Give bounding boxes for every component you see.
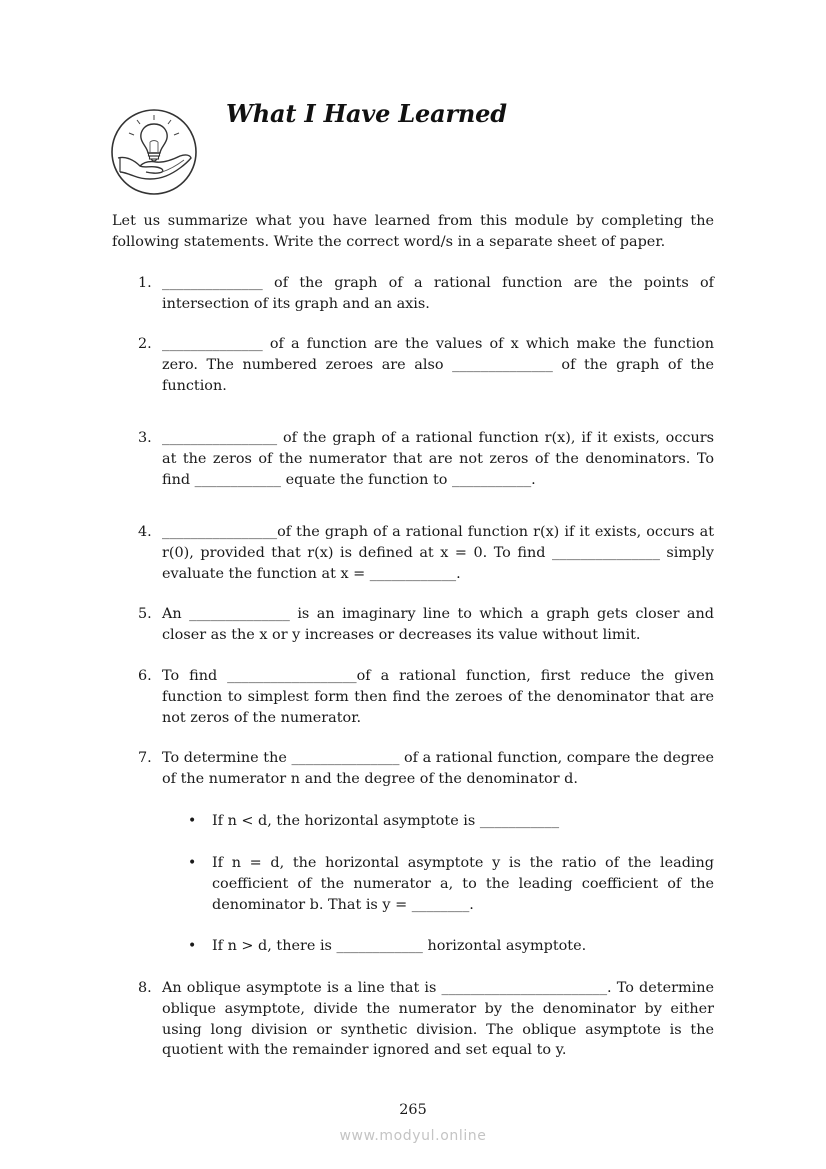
lightbulb-in-hand-icon <box>110 106 198 198</box>
bullet-item <box>183 936 714 957</box>
item-text: ______________ of a function are the values of x which make the function zero. The numbered zeroes are also ______________ of the graph of the function. <box>162 336 714 394</box>
bullet-text: If n < d, the horizontal asymptote is ___________ <box>212 813 560 829</box>
list-item <box>112 748 714 790</box>
bullet-item <box>183 811 714 832</box>
bullet-icon: • <box>188 813 197 829</box>
list-item <box>112 978 714 1061</box>
item-text: ________________ of the graph of a rational function r(x), if it exists, occurs at the zeros of the numerator that are not zeros of the denominators. To find ____________ equate the function to ___________. <box>162 430 714 488</box>
item-text: To determine the _______________ of a rational function, compare the degree of the numerator n and the degree of the denominator d. <box>162 750 714 787</box>
item-text: An ______________ is an imaginary line to which a graph gets closer and closer as the x or y increases or decreases its value without limit. <box>162 606 714 643</box>
item-number: 7. <box>138 750 152 766</box>
item-text: An oblique asymptote is a line that is _______________________. To determine oblique asymptote, divide the numerator by the denominator by either using long division or synthetic division. The oblique asymptote is the quotient with the remainder ignored and set equal to y. <box>162 980 714 1059</box>
item-number: 5. <box>138 606 152 622</box>
item-number: 6. <box>138 668 152 684</box>
item-number: 2. <box>138 336 152 352</box>
list-item <box>112 604 714 646</box>
list-item <box>112 334 714 396</box>
list-item <box>112 428 714 490</box>
bullet-text: If n > d, there is ____________ horizontal asymptote. <box>212 938 587 954</box>
page-number: 265 <box>399 1102 427 1118</box>
bullet-item <box>183 853 714 915</box>
list-item <box>112 522 714 584</box>
item-number: 3. <box>138 430 152 446</box>
bullet-text: If n = d, the horizontal asymptote y is the ratio of the leading coefficient of the numerator a, to the leading coefficient of the denominator b. That is y = ________. <box>212 855 714 913</box>
item-text: ______________ of the graph of a rational function are the points of intersection of its graph and an axis. <box>162 275 714 312</box>
bullet-icon: • <box>188 855 197 871</box>
item-number: 4. <box>138 524 152 540</box>
item-number: 1. <box>138 275 152 291</box>
item-number: 8. <box>138 980 152 996</box>
intro-paragraph: Let us summarize what you have learned from this module by completing the following statements. Write the correct word/s in a separate sheet of paper. <box>112 213 714 250</box>
item-text: ________________of the graph of a rational function r(x) if it exists, occurs at r(0), provided that r(x) is defined at x = 0. To find _______________ simply evaluate the function at x = ____________. <box>162 524 714 582</box>
item-text: To find __________________of a rational function, first reduce the given function to simplest form then find the zeroes of the denominator that are not zeros of the numerator. <box>162 668 714 726</box>
page-title: What I Have Learned <box>226 99 507 128</box>
watermark: www.modyul.online <box>339 1128 487 1144</box>
list-item <box>112 273 714 315</box>
bullet-icon: • <box>188 938 197 954</box>
list-item <box>112 666 714 728</box>
